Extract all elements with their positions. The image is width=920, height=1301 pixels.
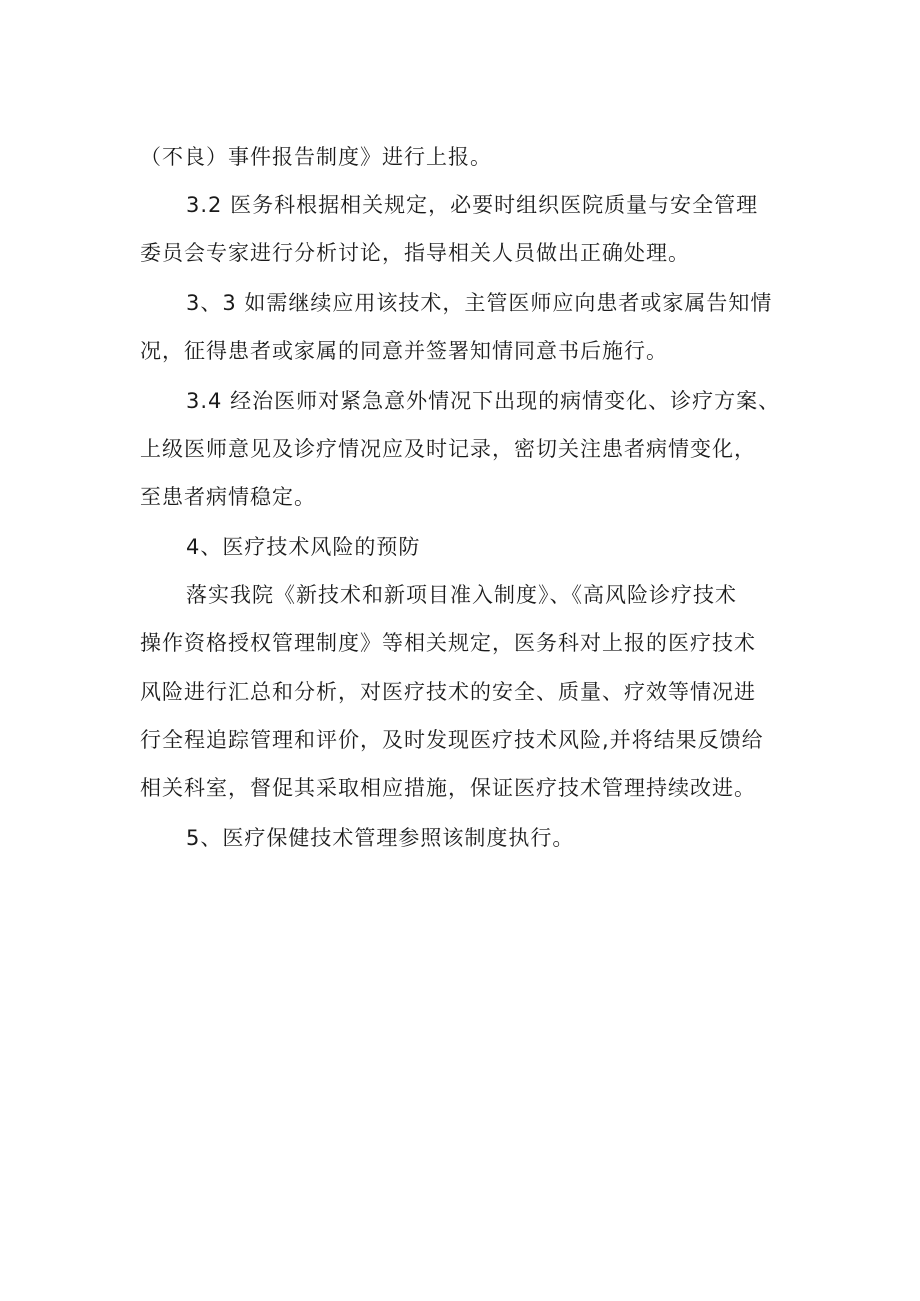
text-line-2: 3.2 医务科根据相关规定，必要时组织医院质量与安全管理: [186, 193, 759, 217]
text-line-3: 委员会专家进行分析讨论，指导相关人员做出正确处理。: [140, 241, 690, 265]
text-line-11: 操作资格授权管理制度》等相关规定，医务科对上报的医疗技术: [140, 631, 756, 655]
text-line-7: 上级医师意见及诊疗情况应及时记录，密切关注患者病情变化，: [140, 437, 756, 461]
section-heading-4: 4、医疗技术风险的预防: [186, 535, 421, 559]
text-line-5: 况，征得患者或家属的同意并签署知情同意书后施行。: [140, 339, 668, 363]
text-line-14: 相关科室，督促其采取相应措施，保证医疗技术管理持续改进。: [140, 776, 756, 800]
text-line-6: 3.4 经治医师对紧急意外情况下出现的病情变化、诊疗方案、: [186, 389, 781, 413]
text-line-10: 落实我院《新技术和新项目准入制度》、《高风险诊疗技术: [186, 583, 737, 607]
text-line-1: （不良）事件报告制度》进行上报。: [140, 145, 492, 169]
text-line-4: 3、3 如需继续应用该技术，主管医师应向患者或家属告知情: [186, 291, 773, 315]
text-line-8: 至患者病情稳定。: [140, 485, 316, 509]
section-heading-5: 5、医疗保健技术管理参照该制度执行。: [186, 826, 575, 850]
text-line-12: 风险进行汇总和分析，对医疗技术的安全、质量、疗效等情况进: [140, 680, 756, 704]
text-line-13: 行全程追踪管理和评价，及时发现医疗技术风险,并将结果反馈给: [140, 728, 764, 752]
